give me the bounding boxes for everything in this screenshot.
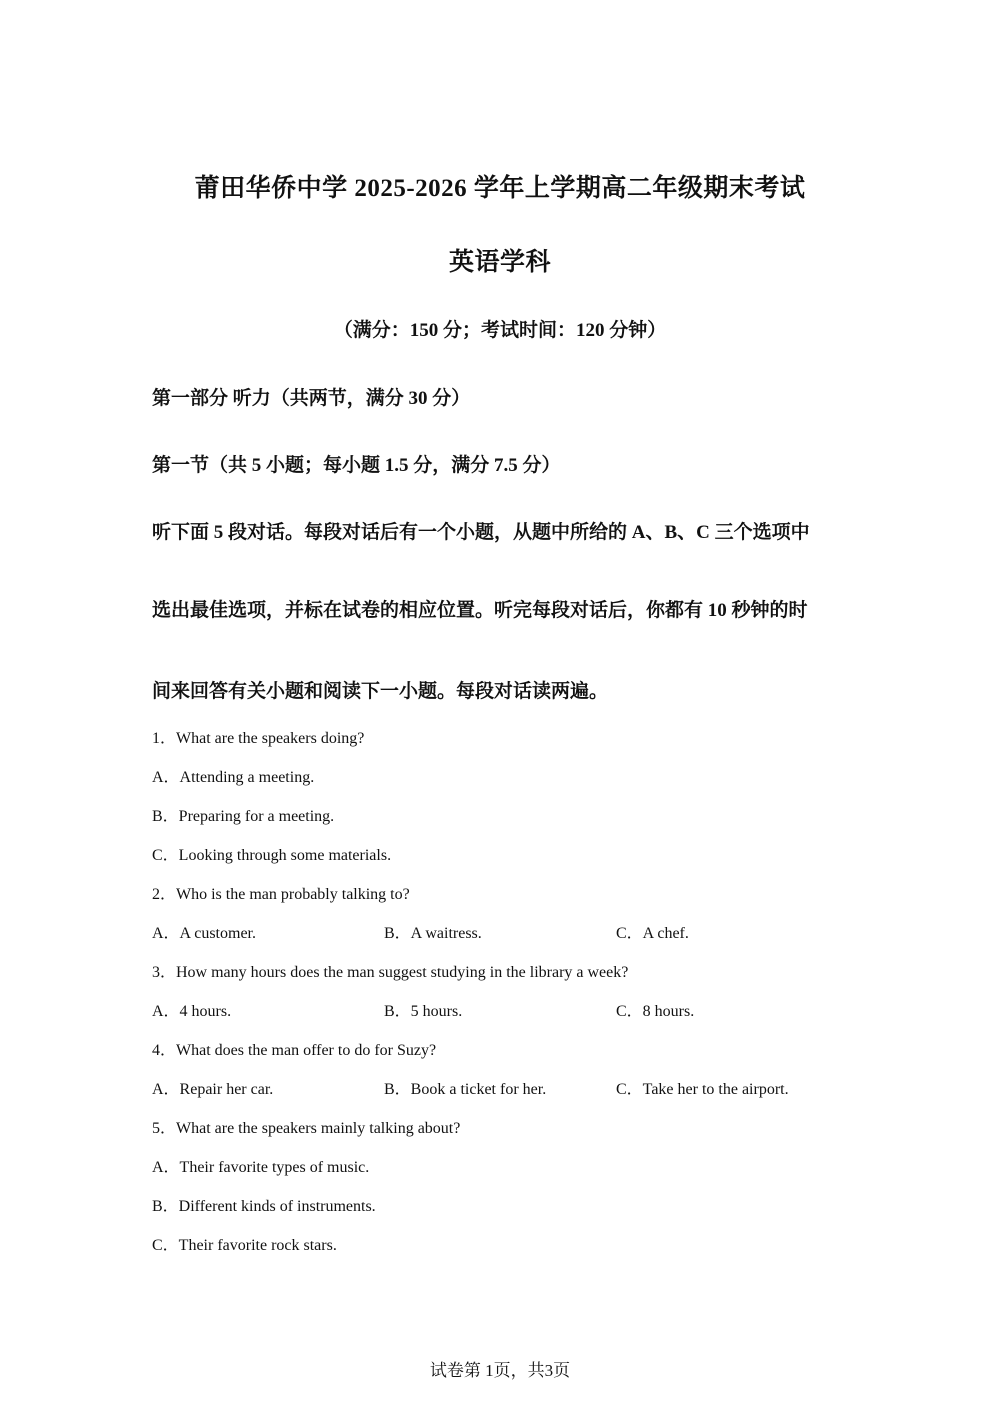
option-b: B．Book a ticket for her. bbox=[384, 1081, 547, 1098]
part-one-heading: 第一部分 听力（共两节，满分 30 分） bbox=[152, 388, 471, 409]
options-row bbox=[152, 1079, 852, 1118]
exam-info: （满分：150 分；考试时间：120 分钟） bbox=[333, 320, 667, 341]
exam-title: 莆田华侨中学 2025-2026 学年上学期高二年级期末考试 bbox=[194, 175, 806, 202]
option-b: B．A waitress. bbox=[384, 925, 482, 942]
option-c: C．Take her to the airport. bbox=[616, 1081, 789, 1098]
option-b: B．Different kinds of instruments. bbox=[152, 1198, 376, 1215]
options-row bbox=[152, 923, 852, 962]
option-a: A．Their favorite types of music. bbox=[152, 1159, 370, 1176]
option-c: C．Looking through some materials. bbox=[152, 847, 392, 864]
question-list bbox=[152, 728, 852, 1274]
instruction-line: 听下面 5 段对话。每段对话后有一个小题，从题中所给的 A、B、C 三个选项中 bbox=[152, 522, 810, 543]
question-stem: 3．How many hours does the man suggest studying in the library a week? bbox=[152, 964, 629, 981]
page-footer: 试卷第 1页，共3页 bbox=[429, 1361, 571, 1380]
option-b: B．5 hours. bbox=[384, 1003, 463, 1020]
option-a: A．4 hours. bbox=[152, 1003, 232, 1020]
question-stem: 2．Who is the man probably talking to? bbox=[152, 886, 410, 903]
instruction-line: 间来回答有关小题和阅读下一小题。每段对话读两遍。 bbox=[152, 681, 609, 702]
section-one-heading: 第一节（共 5 小题；每小题 1.5 分，满分 7.5 分） bbox=[152, 455, 561, 476]
option-a: A．Attending a meeting. bbox=[152, 769, 315, 786]
subject-title: 英语学科 bbox=[448, 249, 551, 276]
option-c: C．Their favorite rock stars. bbox=[152, 1237, 337, 1254]
question-stem: 1．What are the speakers doing? bbox=[152, 730, 365, 747]
option-c: C．8 hours. bbox=[616, 1003, 695, 1020]
question-stem: 5．What are the speakers mainly talking about? bbox=[152, 1120, 461, 1137]
option-c: C．A chef. bbox=[616, 925, 689, 942]
options-row bbox=[152, 1001, 852, 1040]
option-a: A．Repair her car. bbox=[152, 1081, 274, 1098]
question-stem: 4．What does the man offer to do for Suzy? bbox=[152, 1042, 437, 1059]
option-b: B．Preparing for a meeting. bbox=[152, 808, 335, 825]
instruction-line: 选出最佳选项，并标在试卷的相应位置。听完每段对话后，你都有 10 秒钟的时 bbox=[152, 600, 808, 621]
option-a: A．A customer. bbox=[152, 925, 256, 942]
